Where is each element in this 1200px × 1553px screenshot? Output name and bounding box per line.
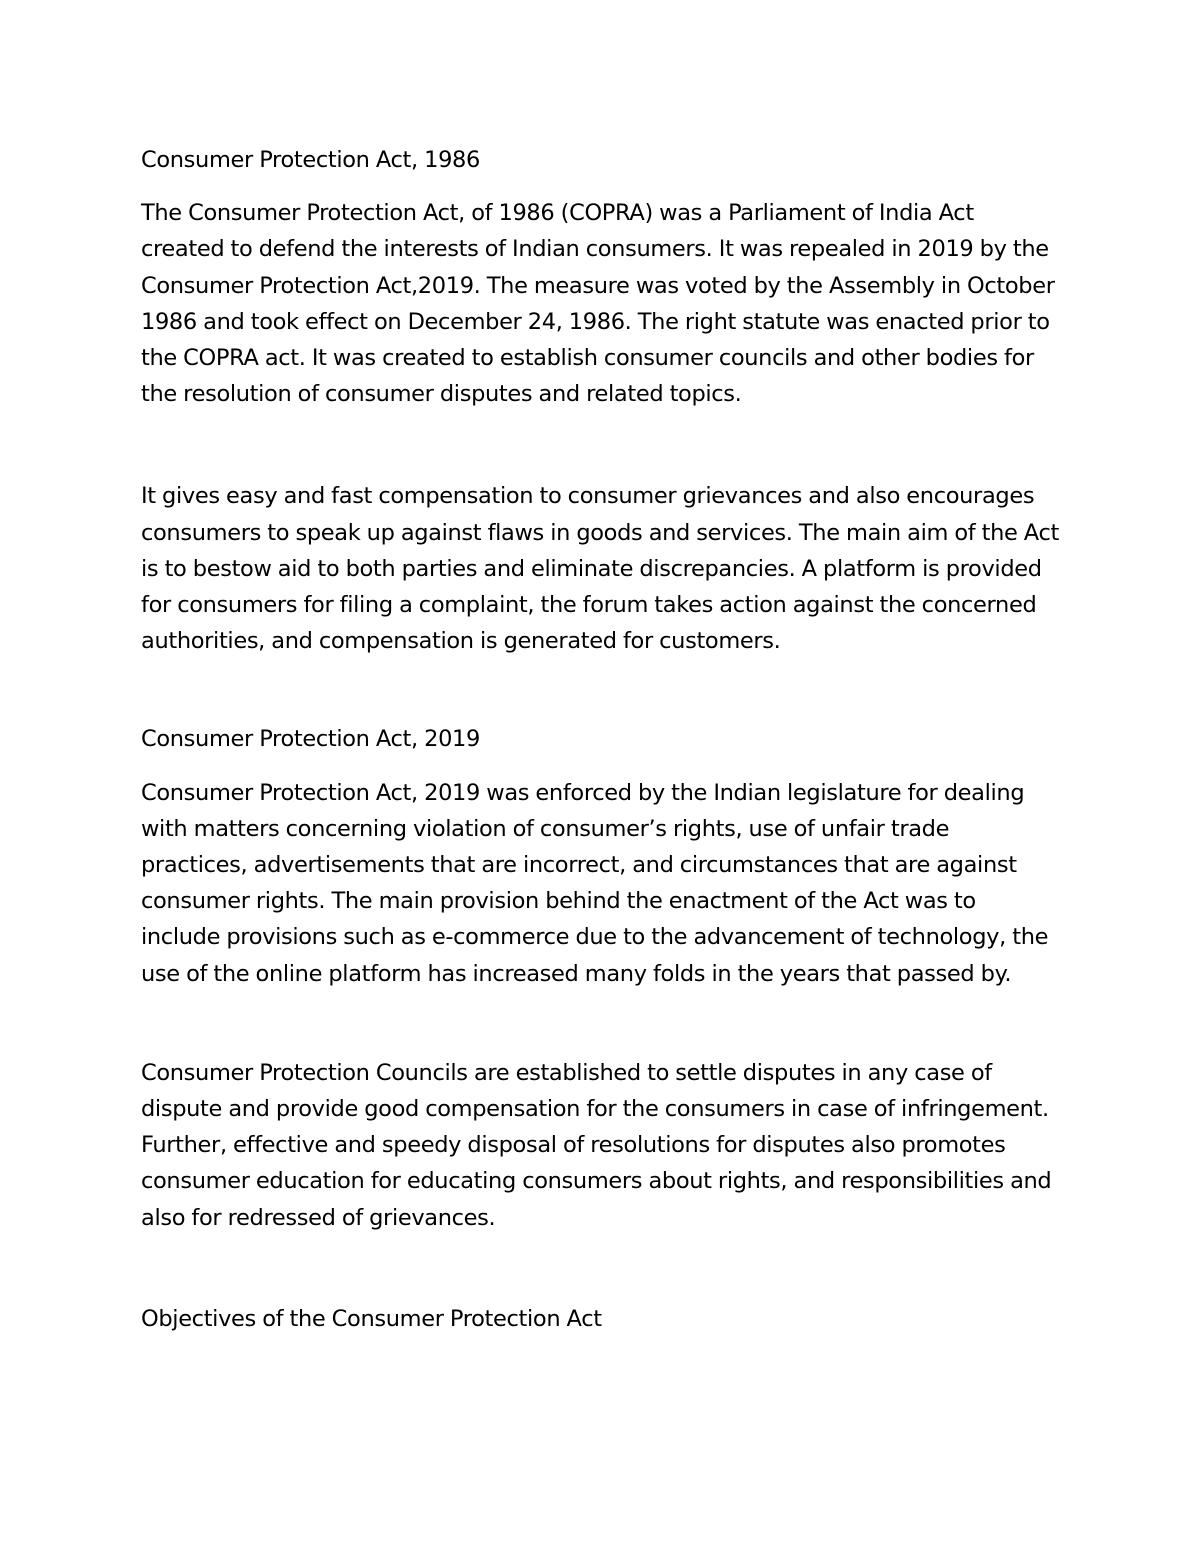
section-heading-2019: Consumer Protection Act, 2019: [141, 726, 480, 753]
section-heading-objectives: Objectives of the Consumer Protection Act: [141, 1305, 602, 1332]
paragraph-copra-aims: It gives easy and fast compensation to consumer grievances and also encourages consumers to speak up against flaws in goods and services. The main aim of the Act is to bestow aid to both parties and eliminate discrepancies. A platform is provided for consumers for filing a complaint, the forum takes action against the concerned authorities, and compensation is generated for customers.: [141, 483, 1059, 655]
paragraph-2019-overview: Consumer Protection Act, 2019 was enforced by the Indian legislature for dealing with matters concerning violation of consumer’s rights, use of unfair trade practices, advertisements that are incorrect, and circumstances that are against consumer rights. The main provision behind the enactment of the Act was to include provisions such as e-commerce due to the advancement of technology, the use of the online platform has increased many folds in the years that passed by.: [141, 779, 1049, 987]
document-body: [141, 142, 1061, 1354]
paragraph-protection-councils: Consumer Protection Councils are established to settle disputes in any case of dispute and provide good compensation for the consumers in case of infringement. Further, effective and speedy disposal of resolutions for disputes also promotes consumer education for educating consumers about rights, and responsibilities and also for redressed of grievances.: [141, 1059, 1052, 1231]
paragraph-copra-overview: The Consumer Protection Act, of 1986 (COPRA) was a Parliament of India Act created to defend the interests of Indian consumers. It was repealed in 2019 by the Consumer Protection Act,2019. The measure was voted by the Assembly in October 1986 and took effect on December 24, 1986. The right statute was enacted prior to the COPRA act. It was created to establish consumer councils and other bodies for the resolution of consumer disputes and related topics.: [141, 200, 1055, 408]
section-heading-1986: Consumer Protection Act, 1986: [141, 147, 480, 173]
